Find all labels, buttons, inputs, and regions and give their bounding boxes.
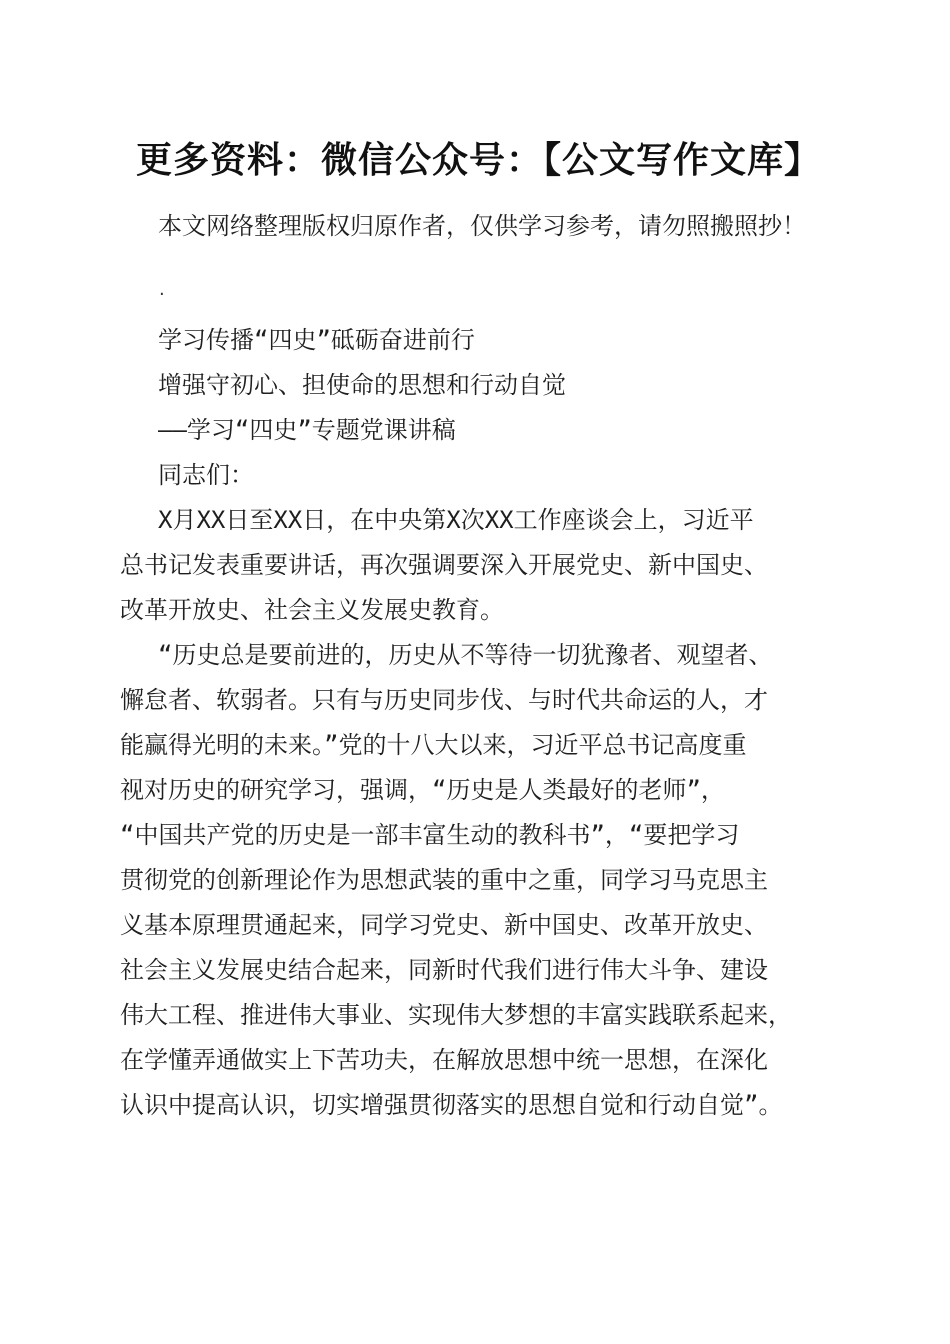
paragraph-line: 社会主义发展史结合起来，同新时代我们进行伟大斗争、建设 <box>120 956 768 984</box>
paragraph-line: X月XX日至XX日，在中央第X次XX工作座谈会上，习近平 <box>158 506 754 534</box>
paragraph-line: 能赢得光明的未来。”党的十八大以来，习近平总书记高度重 <box>120 731 747 759</box>
paragraph-line: 视对历史的研究学习，强调，“历史是人类最好的老师”， <box>120 776 725 804</box>
paragraph-line: 义基本原理贯通起来，同学习党史、新中国史、改革开放史、 <box>120 911 768 939</box>
promo-banner: 更多资料：微信公众号：【公文写作文库】 <box>136 139 822 181</box>
paragraph-1 <box>120 498 832 633</box>
paragraph-line: 改革开放史、社会主义发展史教育。 <box>120 596 504 624</box>
stray-dot: . <box>159 279 165 300</box>
salutation: 同志们： <box>158 461 254 489</box>
paragraph-line: 认识中提高认识，切实增强贯彻落实的思想自觉和行动自觉”。 <box>120 1091 783 1119</box>
paragraph-line: 在学懂弄通做实上下苦功夫，在解放思想中统一思想，在深化 <box>120 1046 768 1074</box>
paragraph-line: 总书记发表重要讲话，再次强调要深入开展党史、新中国史、 <box>120 551 768 579</box>
paragraph-line: 懈怠者、软弱者。只有与历史同步伐、与时代共命运的人，才 <box>120 686 768 714</box>
paragraph-line: “中国共产党的历史是一部丰富生动的教科书”，“要把学习 <box>120 821 740 849</box>
title-line-2: 增强守初心、担使命的思想和行动自觉 <box>158 371 566 399</box>
copyright-notice: 本文网络整理版权归原作者，仅供学习参考，请勿照搬照抄！ <box>158 212 806 240</box>
document-body <box>120 318 832 1128</box>
paragraph-line: 伟大工程、推进伟大事业、实现伟大梦想的丰富实践联系起来， <box>120 1001 792 1029</box>
paragraph-line: “历史总是要前进的，历史从不等待一切犹豫者、观望者、 <box>158 641 773 669</box>
paragraph-line: 贯彻党的创新理论作为思想武装的重中之重，同学习马克思主 <box>120 866 768 894</box>
title-line-1: 学习传播“四史”砥砺奋进前行 <box>158 326 475 354</box>
paragraph-2 <box>120 633 832 1128</box>
subtitle: ——学习“四史”专题党课讲稿 <box>158 416 456 444</box>
